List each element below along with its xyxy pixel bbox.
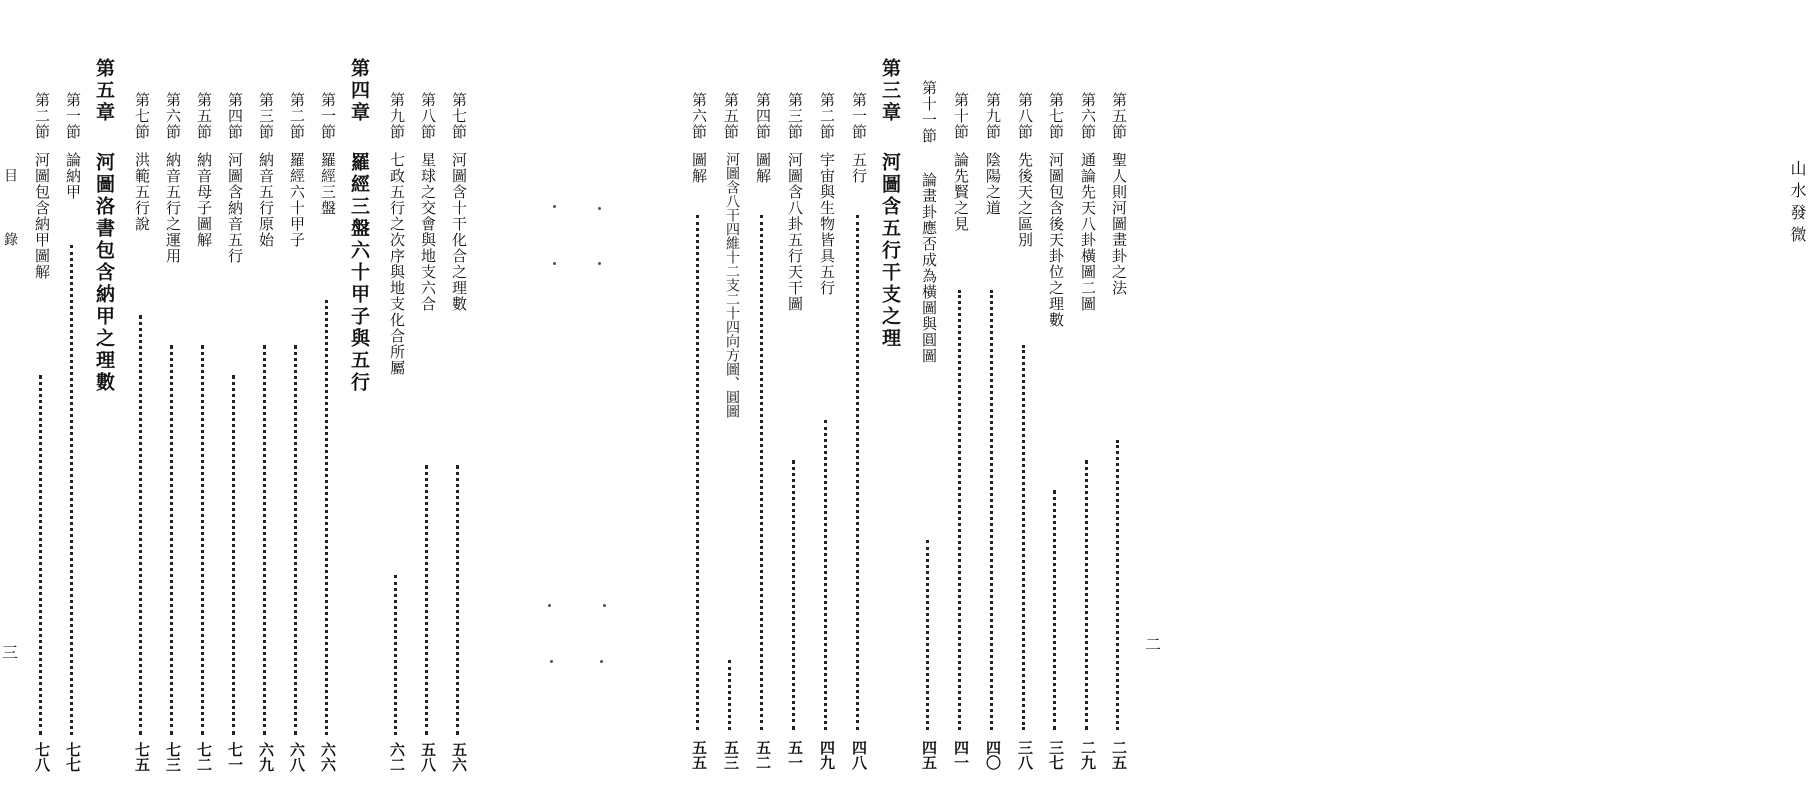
dot-leader [325,300,328,735]
gutter-speck [598,207,601,210]
chapter-title: 羅經三盤六十甲子與五行 [348,152,370,394]
dot-leader [792,460,795,730]
entry-title: 陰陽之道 [984,152,1002,216]
dot-leader [856,215,859,730]
chapter-number: 第四章 [348,58,370,124]
page-number: 三七 [1047,740,1065,770]
entry-title: 先後天之區別 [1016,152,1034,248]
dot-leader [263,345,266,735]
gutter-speck [548,604,551,607]
chapter-number: 第五章 [93,58,115,124]
dot-leader [139,315,142,735]
page-number: 二九 [1079,740,1097,770]
dot-leader [990,290,993,730]
toc-entry[interactable] [414,0,442,790]
section-number: 第三節 [257,92,275,140]
toc-entry[interactable] [28,0,56,790]
toc-entry[interactable] [445,0,473,790]
gutter-speck [553,205,556,208]
dot-leader [70,245,73,735]
page-number: 七三 [164,742,182,772]
toc-entry[interactable] [252,0,280,790]
section-number: 第二節 [288,92,306,140]
page-number: 七二 [195,742,213,772]
entry-title: 河圖含十干化合之理數 [450,152,468,312]
page-number: 三八 [1016,740,1034,770]
toc-entry[interactable] [159,0,187,790]
entry-title: 河圖含八干四維十二支二十四向方圖、圓圖 [724,152,740,418]
toc-entry[interactable] [1042,0,1070,790]
toc-entry[interactable] [1105,0,1133,790]
entry-title: 論畫卦應否成為橫圖與圓圖 [920,172,938,364]
chapter-title: 河圖含五行干支之理 [879,152,901,350]
running-head: 目錄 [2,168,18,296]
dot-leader [824,420,827,730]
section-number: 第七節 [133,92,151,140]
gutter-speck [598,262,601,265]
section-number: 第三節 [786,92,804,140]
toc-page-right [640,0,1807,800]
section-number: 第五節 [195,92,213,140]
page-number: 七五 [133,742,151,772]
toc-entry[interactable] [813,0,841,790]
page-number: 五五 [690,740,708,770]
entry-title: 論納甲 [64,152,82,200]
dot-leader [728,660,731,730]
toc-entry[interactable] [383,0,411,790]
page-number: 二五 [1110,740,1128,770]
entry-title: 七政五行之次序與地支化合所屬 [388,152,406,376]
entry-title: 圖解 [690,152,708,184]
page-number: 四九 [818,740,836,770]
dot-leader [1116,440,1119,730]
entry-title: 羅經三盤 [319,152,337,216]
section-number: 第六節 [164,92,182,140]
section-number: 第七節 [1047,92,1065,140]
page-number: 五六 [450,742,468,772]
dot-leader [232,375,235,735]
dot-leader [294,345,297,735]
toc-entry[interactable] [314,0,342,790]
dot-leader [1022,345,1025,730]
toc-entry[interactable] [59,0,87,790]
toc-entry[interactable] [781,0,809,790]
entry-title: 聖人則河圖畫卦之法 [1110,152,1128,296]
page-number: 七七 [64,742,82,772]
section-number: 第五節 [1110,92,1128,140]
gutter-speck [550,660,553,663]
dot-leader [425,465,428,735]
dot-leader [456,465,459,735]
toc-entry[interactable] [685,0,713,790]
dot-leader [201,345,204,735]
page-folio: 三 [2,643,19,662]
entry-title: 河圖包含納甲圖解 [33,152,51,280]
gutter-speck [603,604,606,607]
toc-entry[interactable] [915,0,943,790]
toc-page-left [0,0,540,800]
chapter-title: 河圖洛書包含納甲之理數 [93,152,115,394]
entry-title: 五行 [850,152,868,184]
page-number: 六九 [257,742,275,772]
page-number: 六八 [288,742,306,772]
entry-title: 論先賢之見 [952,152,970,232]
dot-leader [394,575,397,735]
chapter-heading[interactable] [90,0,118,790]
entry-title: 河圖含納音五行 [226,152,244,264]
page-number: 七一 [226,742,244,772]
section-number: 第六節 [690,92,708,140]
chapter-heading[interactable] [876,0,904,790]
page-number: 六六 [319,742,337,772]
section-number: 第二節 [818,92,836,140]
toc-entry[interactable] [283,0,311,790]
dot-leader [1053,490,1056,730]
page-number: 四一 [952,740,970,770]
page-number: 五二 [754,740,772,770]
section-number: 第十一節 [920,80,938,144]
section-number: 第八節 [419,92,437,140]
section-number: 第十節 [952,92,970,140]
page-number: 四八 [850,740,868,770]
gutter-speck [553,262,556,265]
section-number: 第九節 [388,92,406,140]
page-number: 五一 [786,740,804,770]
page-number: 七八 [33,742,51,772]
page-number: 四五 [920,740,938,770]
page-number: 六二 [388,742,406,772]
entry-title: 星球之交會與地支六合 [419,152,437,312]
entry-title: 納音五行之運用 [164,152,182,264]
entry-title: 納音母子圖解 [195,152,213,248]
dot-leader [926,540,929,730]
gutter-speck [600,660,603,663]
toc-entry[interactable] [221,0,249,790]
section-number: 第二節 [33,92,51,140]
section-number: 第六節 [1079,92,1097,140]
entry-title: 納音五行原始 [257,152,275,248]
entry-title: 河圖含八卦五行天干圖 [786,152,804,312]
entry-title: 宇宙與生物皆具五行 [818,152,836,296]
toc-entry[interactable] [1011,0,1039,790]
toc-entry[interactable] [947,0,975,790]
page-number: 五三 [722,740,740,770]
toc-entry[interactable] [845,0,873,790]
toc-entry[interactable] [1074,0,1102,790]
dot-leader [1085,460,1088,730]
chapter-number: 第三章 [879,58,901,124]
toc-entry[interactable] [979,0,1007,790]
dot-leader [696,215,699,730]
section-number: 第四節 [226,92,244,140]
dot-leader [760,215,763,730]
section-number: 第八節 [1016,92,1034,140]
section-number: 第五節 [722,92,740,140]
book-title: 山水發微 [1788,160,1807,248]
section-number: 第七節 [450,92,468,140]
dot-leader [39,375,42,735]
section-number: 第一節 [64,92,82,140]
section-number: 第九節 [984,92,1002,140]
chapter-heading[interactable] [345,0,373,790]
page-folio: 二 [1145,635,1162,654]
page-number: 五八 [419,742,437,772]
page-number: 四〇 [984,740,1002,770]
dot-leader [170,345,173,735]
toc-entry[interactable] [190,0,218,790]
section-number: 第一節 [319,92,337,140]
section-number: 第一節 [850,92,868,140]
entry-title: 通論先天八卦橫圖二圖 [1079,152,1097,312]
toc-entry[interactable] [128,0,156,790]
entry-title: 圖解 [754,152,772,184]
dot-leader [958,290,961,730]
toc-entry[interactable] [717,0,745,790]
toc-entry[interactable] [749,0,777,790]
entry-title: 羅經六十甲子 [288,152,306,248]
section-number: 第四節 [754,92,772,140]
entry-title: 洪範五行說 [133,152,151,232]
entry-title: 河圖包含後天卦位之理數 [1047,152,1065,328]
